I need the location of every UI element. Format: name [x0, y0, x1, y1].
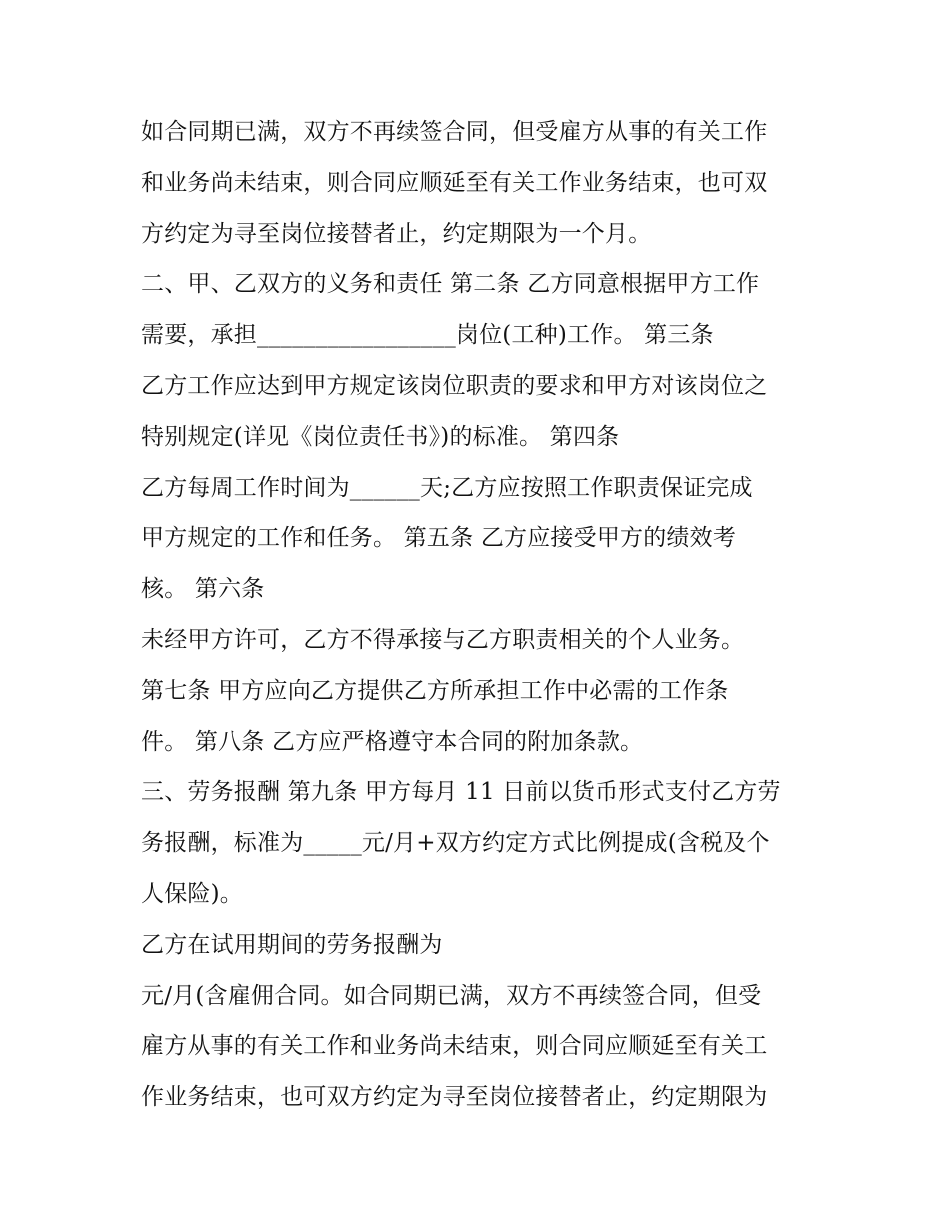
text-line: 乙方在试用期间的劳务报酬为 [141, 931, 443, 958]
text-line: 务报酬，标准为_____元/月+双方约定方式比例提成(含税及个 [141, 830, 770, 857]
text-line: 需要，承担_________________岗位(工种)工作。 第三条 [141, 322, 714, 349]
text-line: 甲方规定的工作和任务。 第五条 乙方应接受甲方的绩效考 [141, 525, 737, 552]
text-line: 件。 第八条 乙方应严格遵守本合同的附加条款。 [141, 728, 644, 755]
text-line: 雇方从事的有关工作和业务尚未结束，则合同应顺延至有关工 [141, 1033, 768, 1060]
section-heading-line: 三、劳务报酬 第九条 甲方每月 11 日前以货币形式支付乙方劳 [141, 779, 781, 806]
text-line: 乙方工作应达到甲方规定该岗位职责的要求和甲方对该岗位之 [141, 372, 768, 399]
text-line: 未经甲方许可，乙方不得承接与乙方职责相关的个人业务。 [141, 626, 745, 653]
text-line: 人保险)。 [141, 880, 243, 907]
text-line: 作业务结束，也可双方约定为寻至岗位接替者止，约定期限为 [141, 1084, 768, 1111]
section-heading-line: 二、甲、乙双方的义务和责任 第二条 乙方同意根据甲方工作 [141, 271, 760, 298]
text-line: 和业务尚未结束，则合同应顺延至有关工作业务结束，也可双 [141, 169, 768, 196]
text-line: 第七条 甲方应向乙方提供乙方所承担工作中必需的工作条 [141, 677, 729, 704]
text-line: 如合同期已满，双方不再续签合同，但受雇方从事的有关工作 [141, 119, 768, 145]
text-line: 方约定为寻至岗位接替者止，约定期限为一个月。 [141, 220, 652, 247]
text-line: 特别规定(详见《岗位责任书》)的标准。 第四条 [141, 423, 620, 450]
contract-text-body [141, 107, 821, 1123]
text-line: 乙方每周工作时间为______天;乙方应按照工作职责保证完成 [141, 474, 753, 501]
text-line: 元/月(含雇佣合同。如合同期已满，双方不再续签合同，但受 [141, 982, 762, 1009]
text-line: 核。 第六条 [141, 576, 265, 603]
